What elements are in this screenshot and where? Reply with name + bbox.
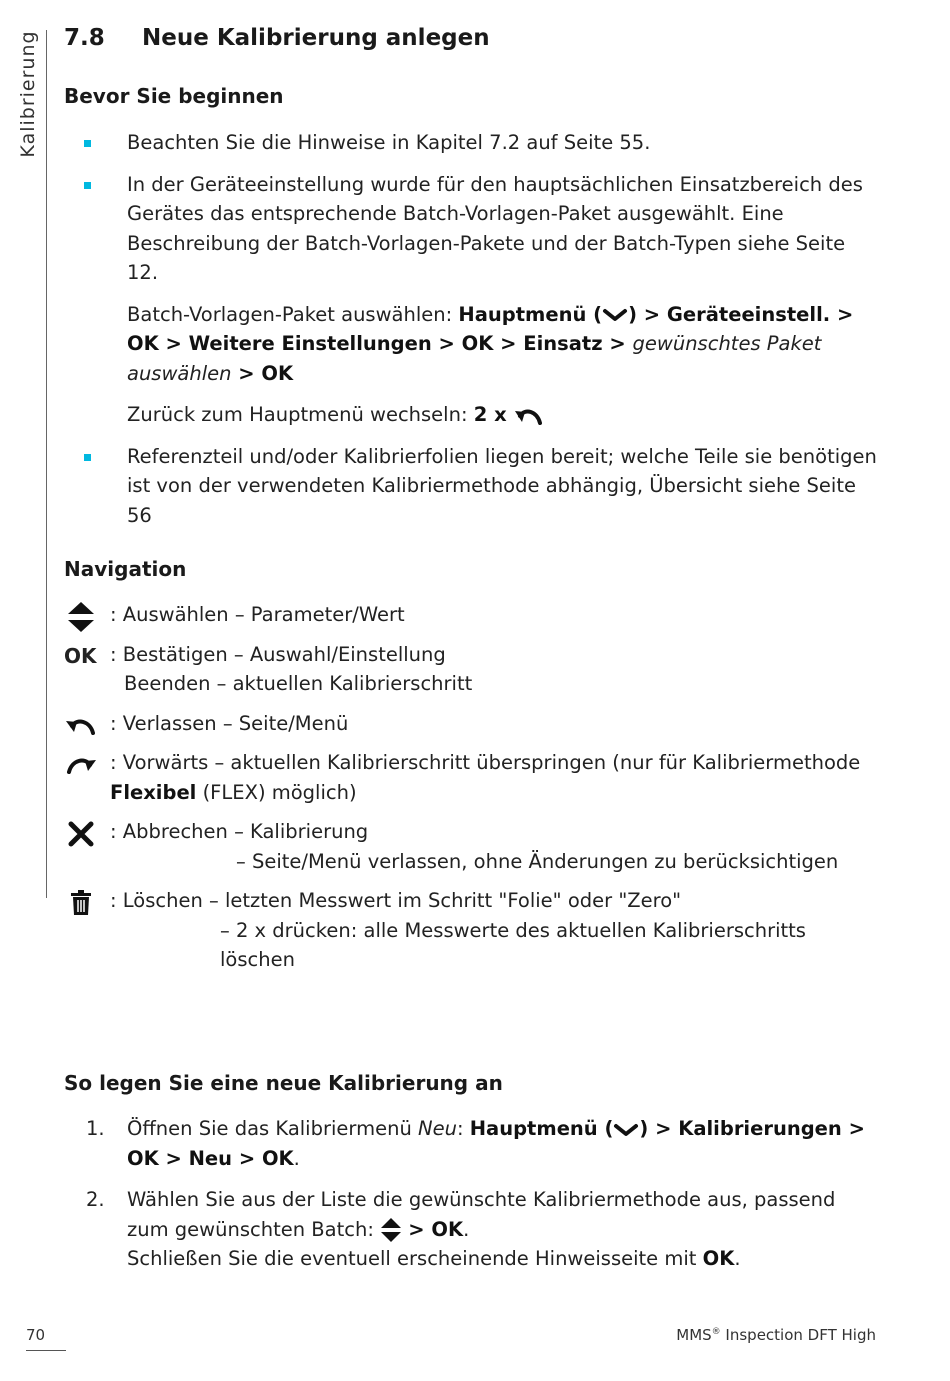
before-heading: Bevor Sie beginnen: [64, 84, 284, 108]
nav-delete-line2: – 2 x drücken: alle Messwerte des aktuellen Kalibrierschritts löschen: [220, 918, 806, 971]
step2-line2-end: .: [734, 1247, 741, 1270]
nav-forward-bold: Flexibel: [110, 780, 197, 804]
bullet-square-icon: [84, 454, 91, 461]
section-heading: Neue Kalibrierung anlegen: [142, 25, 490, 51]
back-arrow-icon: [64, 709, 98, 743]
footer-rule: [26, 1350, 66, 1351]
navigation-list: [64, 600, 880, 985]
nav-forward-text: : Vorwärts – aktuellen Kalibrierschritt überspringen (nur für Kalibriermethode: [110, 751, 861, 774]
nav-row-back: [64, 709, 880, 739]
close-icon: [64, 817, 98, 851]
up-down-arrows-icon: [64, 600, 98, 634]
menu-path: [64, 300, 880, 389]
nav-cancel-line2: – Seite/Menü verlassen, ohne Änderungen zu berücksichtigen: [236, 849, 839, 873]
nav-ok-line1: : Bestätigen – Auswahl/Einstellung: [110, 642, 446, 666]
product-brand: MMS: [676, 1326, 712, 1344]
back-arrow-icon: [513, 405, 545, 427]
path-rest: ) > Geräteeinstell. > OK > Weitere Einstellungen > OK > Einsatz >: [127, 302, 854, 355]
nav-delete-line1: : Löschen – letzten Messwert im Schritt "Folie" oder "Zero": [110, 889, 682, 912]
side-rule: [46, 30, 47, 898]
path-main: Hauptmenü (: [458, 302, 603, 326]
bullet-text: Referenzteil und/oder Kalibrierfolien liegen bereit; welche Teile sie benötigen ist von der verwendeten Kalibriermethode abhängig, Übersicht siehe Seite 56: [127, 444, 877, 527]
nav-forward-post: (FLEX) möglich): [196, 780, 357, 804]
howto-steps: [64, 1114, 880, 1286]
registered-mark: ®: [711, 1327, 721, 1337]
ok-key-label: OK: [64, 643, 97, 668]
forward-arrow-icon: [64, 748, 98, 782]
step-number: 1.: [86, 1117, 105, 1140]
side-chapter-label: [14, 30, 42, 158]
step-item: [64, 1114, 880, 1173]
path-italic: gewünschtes Paket auswählen: [127, 332, 822, 385]
side-chapter-text: Kalibrierung: [17, 30, 39, 158]
bullet-text: In der Geräteeinstellung wurde für den hauptsächlichen Einsatzbereich des Gerätes das entsprechende Batch-Vorlagen-Paket ausgewählt. Eine Beschreibung der Batch-Vorlagen-Pakete und der Batch-Typen siehe Seite 12.: [127, 172, 863, 284]
before-section: [64, 128, 880, 542]
step1-bold-path: ) > Kalibrierungen > OK > Neu > OK: [127, 1117, 865, 1170]
page-number: 70: [26, 1326, 46, 1344]
step-number: 2.: [86, 1188, 105, 1211]
nav-cancel-line1: : Abbrechen – Kalibrierung: [110, 820, 369, 843]
bullet-item: [64, 128, 880, 158]
nav-row-ok: [64, 640, 880, 699]
nav-row-cancel: [64, 817, 880, 876]
back-count: 2 x: [473, 403, 507, 426]
step1-bold: Hauptmenü (: [469, 1117, 614, 1140]
bullet-square-icon: [84, 182, 91, 189]
bullet-item: [64, 170, 880, 288]
step-item: [64, 1185, 880, 1274]
chevron-down-icon: [613, 1122, 639, 1138]
step1-text: Öffnen Sie das Kalibriermenü: [127, 1117, 418, 1140]
nav-ok-line2: Beenden – aktuellen Kalibrierschritt: [124, 672, 473, 695]
step1-italic: Neu: [418, 1117, 457, 1140]
nav-row-delete: [64, 886, 880, 975]
nav-row-forward: [64, 748, 880, 807]
navigation-heading: Navigation: [64, 557, 187, 581]
up-down-arrows-icon: [380, 1216, 402, 1244]
path-intro: Batch-Vorlagen-Paket auswählen:: [127, 302, 459, 326]
product-name: [676, 1326, 876, 1344]
nav-back-text: : Verlassen – Seite/Menü: [110, 711, 349, 735]
nav-select-text: : Auswählen – Parameter/Wert: [110, 603, 405, 626]
nav-row-select: [64, 600, 880, 630]
chevron-down-icon: [602, 307, 628, 323]
back-text: Zurück zum Hauptmenü wechseln:: [127, 403, 474, 426]
step2-end: .: [463, 1217, 470, 1241]
howto-heading: So legen Sie eine neue Kalibrierung an: [64, 1071, 503, 1095]
trash-icon: [64, 886, 98, 920]
bullet-square-icon: [84, 140, 91, 147]
back-instruction: [64, 400, 880, 430]
section-number: 7.8: [64, 25, 105, 51]
section-title: [64, 25, 490, 51]
step1-end: .: [293, 1146, 300, 1170]
step2-text: Wählen Sie aus der Liste die gewünschte Kalibriermethode aus, passend zum gewünschten Batch:: [127, 1188, 836, 1241]
path-end: > OK: [231, 361, 294, 385]
product-title: Inspection DFT High: [720, 1326, 876, 1344]
step1-colon: :: [456, 1117, 470, 1140]
bullet-item: [64, 442, 880, 531]
step2-line2: Schließen Sie die eventuell erscheinende Hinweisseite mit: [127, 1247, 703, 1270]
step2-bold: > OK: [408, 1217, 464, 1241]
step2-ok: OK: [702, 1247, 735, 1270]
bullet-text: Beachten Sie die Hinweise in Kapitel 7.2 auf Seite 55.: [127, 131, 651, 154]
